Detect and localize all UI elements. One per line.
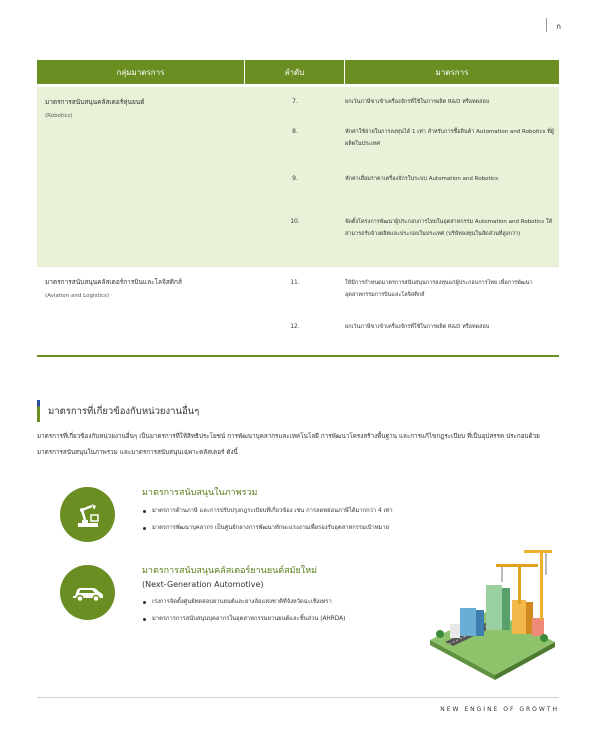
- table-group-aviation: [37, 266, 559, 355]
- group-name: [37, 267, 245, 355]
- city-illustration: [420, 530, 560, 685]
- page-number-divider: [546, 18, 547, 32]
- section-body: มาตรการที่เกี่ยวข้องกับหน่วยงานอื่นๆ เป็นมาตรการที่ให้สิทธิประโยชน์ การพัฒนาบุคลากรและเทคโนโลยี การพัฒนาโครงสร้างพื้นฐาน และการแก้ไขกฎระเบียบ ที่เป็นอุปสรรค ประกอบด้วยมาตรการสนับสนุนในภาพรวม และมาตรการสนับสนุนเฉพาะคลัสเตอร์ ดังนี้: [37, 433, 540, 456]
- row-number: 8.: [292, 128, 298, 135]
- row-number: 9.: [292, 175, 298, 182]
- section-title: มาตรการที่เกี่ยวข้องกับหน่วยงานอื่นๆ: [48, 405, 200, 417]
- group-subtitle: (Aviation and Logistics): [45, 293, 110, 299]
- measure-title: มาตรการสนับสนุนในภาพรวม: [142, 488, 258, 498]
- list-item: มาตรการด้านภาษี และการปรับปรุงกฎระเบียบที่เกี่ยวข้อง เช่น การลดหย่อนภาษีได้มากกว่า 4 เท่า: [142, 503, 472, 520]
- section-heading: [37, 400, 199, 422]
- footer-text: NEW ENGINE OF GROWTH: [440, 706, 559, 713]
- row-text: หักค่าเสื่อมราคาเครื่องจักรในระบบ Automation and Robotics: [345, 176, 499, 182]
- car-icon: [60, 565, 115, 620]
- row-number: 10.: [290, 218, 300, 225]
- footer-rule: [37, 697, 559, 698]
- group-title: มาตรการสนับสนุนคลัสเตอร์การบินและโลจิสติกส์: [45, 278, 182, 286]
- group-rows: [245, 267, 559, 355]
- list-item: มาตรการพัฒนาบุคลากร เป็นศูนย์กลางการพัฒนาทักษะแรงงานเพื่อรองรับอุตสาหกรรมเป้าหมาย: [142, 520, 472, 537]
- table-row: [245, 317, 559, 355]
- table-row: [245, 165, 559, 210]
- measure-overall: [60, 487, 472, 542]
- group-rows: [245, 87, 559, 266]
- table-bottom-rule: [37, 355, 559, 357]
- measure-subtitle: (Next-Generation Automotive): [142, 580, 264, 589]
- measures-table: [37, 60, 559, 357]
- header-measure: มาตรการ: [435, 67, 469, 77]
- header-order: ลำดับ: [245, 60, 345, 84]
- row-number: 7.: [292, 98, 298, 105]
- table-row: [245, 117, 559, 165]
- page-number: ก: [556, 22, 561, 31]
- robot-arm-icon: [60, 487, 115, 542]
- row-text: ยกเว้นภาษีขาเข้าเครื่องจักรที่ใช้ในการผลิต R&D หรือทดสอบ: [345, 99, 490, 105]
- group-name: [37, 87, 244, 266]
- group-subtitle: (Robotics): [45, 113, 73, 119]
- measure-automotive: [60, 565, 472, 628]
- row-number: 11.: [290, 279, 300, 286]
- table-row: [245, 87, 559, 117]
- table-group-robotics: [37, 87, 559, 266]
- section-marker: [37, 400, 40, 422]
- list-item: เร่งการจัดตั้งศูนย์ทดสอบยานยนต์และยางล้อแห่งชาติที่จังหวัดฉะเชิงเทรา: [142, 594, 472, 611]
- row-text: ให้มีการกำหนดมาตรการสนับสนุนการลงทุนแก่ผู้ประกอบการไทย เพื่อการพัฒนาอุตสาหกรรมการบินและโลจิสติกส์: [345, 280, 533, 298]
- table-header: [37, 60, 559, 84]
- table-row: [245, 267, 559, 317]
- list-item: มาตรการการสนับสนุนบุคลากรในอุตสาหกรรมยานยนต์และชิ้นส่วน (AHRDA): [142, 611, 472, 628]
- measure-title: มาตรการสนับสนุนคลัสเตอร์ยานยนต์สมัยใหม่: [142, 566, 318, 576]
- row-text: ยกเว้นภาษีขาเข้าเครื่องจักรที่ใช้ในการผลิต R&D หรือทดสอบ: [345, 324, 490, 330]
- row-text: จัดตั้งโครงการพัฒนาผู้ประกอบการไทยในอุตสาหกรรม Automation and Robotics ให้สามารถรับจ้างผลิตและประกอบในประเทศ (บริษัทลงทุนในสัดส่วนที่สูงกว่า): [345, 219, 553, 237]
- table-row: [245, 210, 559, 266]
- row-number: 12.: [290, 323, 300, 330]
- group-title: มาตรการสนับสนุนคลัสเตอร์หุ่นยนต์: [45, 98, 145, 106]
- row-text: หักค่าใช้จ่ายในการลงทุนได้ 1 เท่า สำหรับการซื้อสินค้า Automation and Robotics ที่ผู้ผลิตในประเทศ: [345, 129, 555, 147]
- header-group: กลุ่มมาตรการ: [37, 60, 245, 84]
